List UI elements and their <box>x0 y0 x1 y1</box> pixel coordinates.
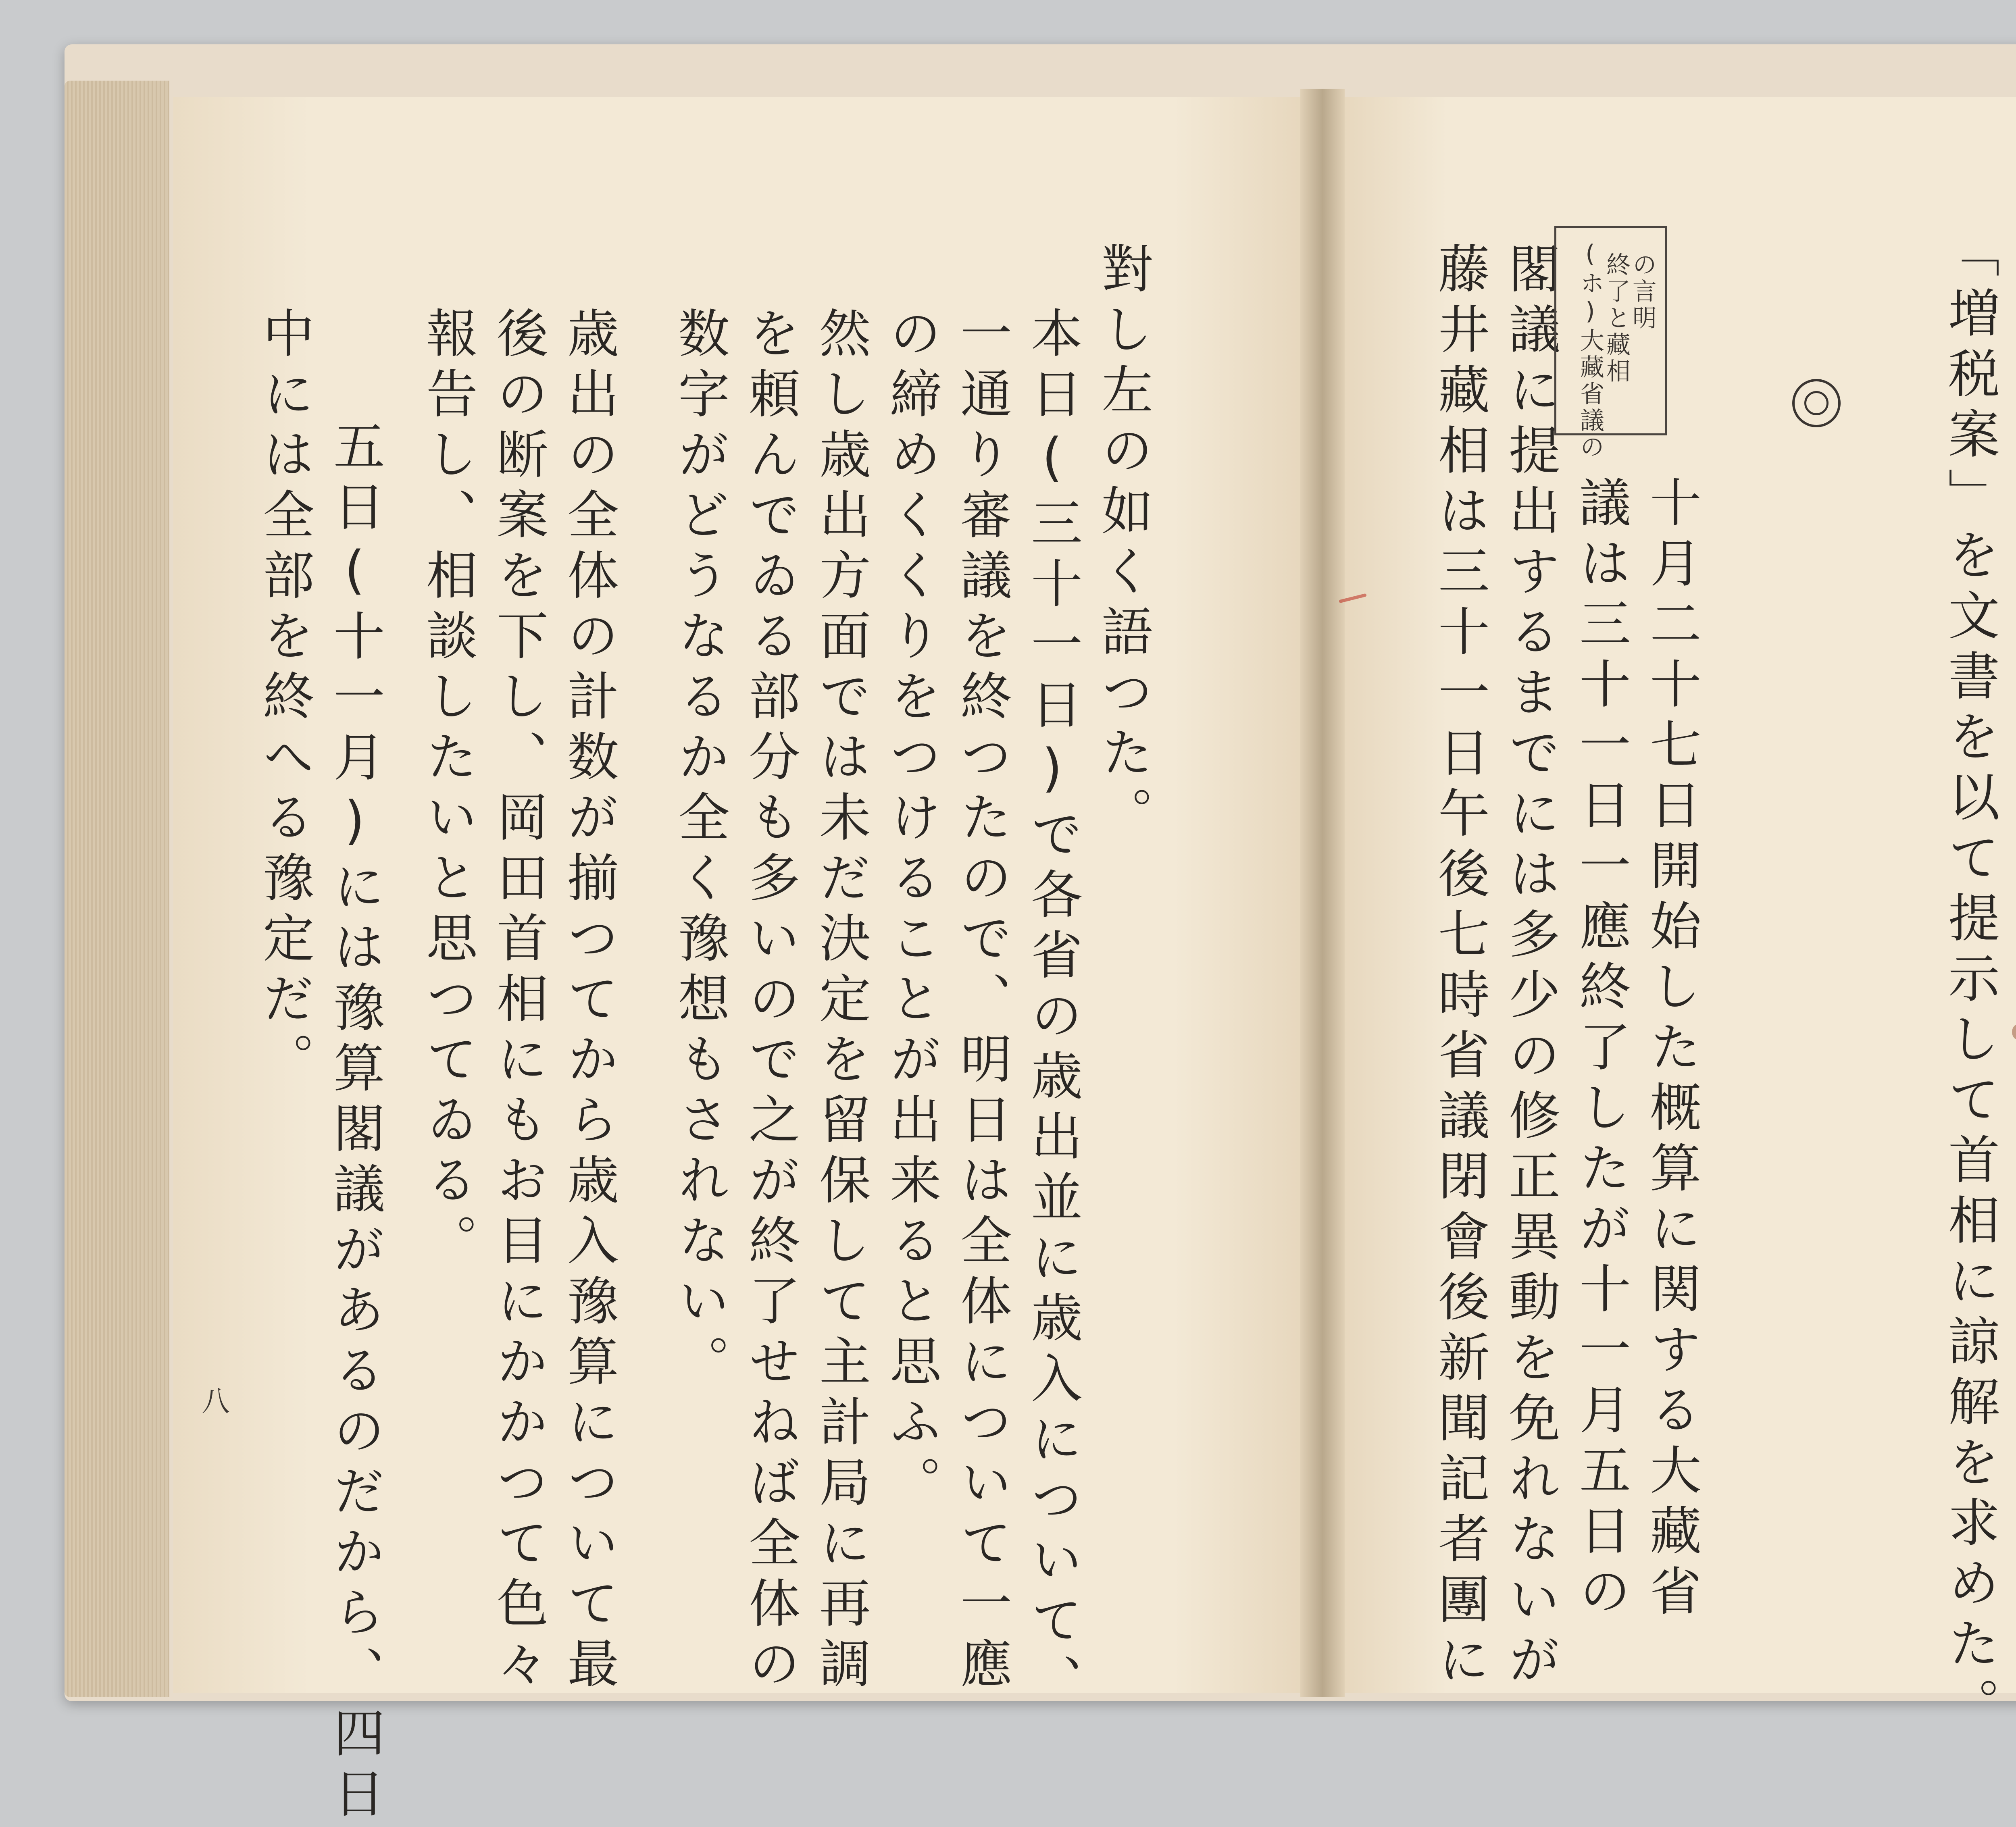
side-note-box <box>1554 226 1667 461</box>
right-col-5: 「増税案」を文書を以て提示して首相に諒解を求めた。 <box>1939 226 1999 1738</box>
left-col-1: 對し左の如く語つた。 <box>1093 242 1153 847</box>
left-page-number: 八 <box>202 1385 230 1418</box>
side-note-line-3: の言明 <box>1629 252 1657 332</box>
left-col-8: 歳出の全体の計数が揃つてから歳入豫算について最 <box>558 306 619 1697</box>
side-note-line-2: 終了と藏相 <box>1602 252 1631 385</box>
left-col-12: 中には全部を終へる豫定だ。 <box>254 306 314 1092</box>
left-col-6: を頼んでゐる部分も多いので之が終了せねば全体の <box>740 306 800 1697</box>
page-edges-left <box>65 81 169 1697</box>
left-col-5: 然し歳出方面では未だ決定を留保して主計局に再調 <box>810 306 871 1697</box>
left-col-3: 一通り審議を終つたので、明日は全体について一應 <box>952 306 1012 1697</box>
left-col-4: の締めくくりをつけることが出来ると思ふ。 <box>881 306 941 1516</box>
side-note-line-1: (ホ)大藏省議の <box>1576 240 1604 461</box>
left-col-10: 報告し、相談したいと思つてゐる。 <box>417 306 477 1274</box>
double-circle-mark <box>1792 379 1841 427</box>
left-col-11: 五日(十一月)には豫算閣議があるのだから、四日 <box>325 419 385 1827</box>
right-col-7: 議は三十一日一應終了したが十一月五日の <box>1570 476 1631 1625</box>
right-col-4 <box>2014 226 2016 1677</box>
book-gutter <box>1300 89 1345 1697</box>
left-col-2: 本日(三十一日)で各省の歳出並に歳入について、 <box>1022 306 1082 1714</box>
right-col-9: 藤井藏相は三十一日午後七時省議閉會後新聞記者團に <box>1429 242 1489 1693</box>
right-col-6: 十月二十七日開始した概算に関する大藏省 <box>1641 476 1701 1625</box>
left-col-7: 数字がどうなるか全く豫想もされない。 <box>669 306 729 1395</box>
right-col-8: 閣議に提出するまでには多少の修正異動を免れないが <box>1500 242 1560 1693</box>
left-col-9: 後の断案を下し、岡田首相にもお目にかかつて色々 <box>488 306 548 1697</box>
